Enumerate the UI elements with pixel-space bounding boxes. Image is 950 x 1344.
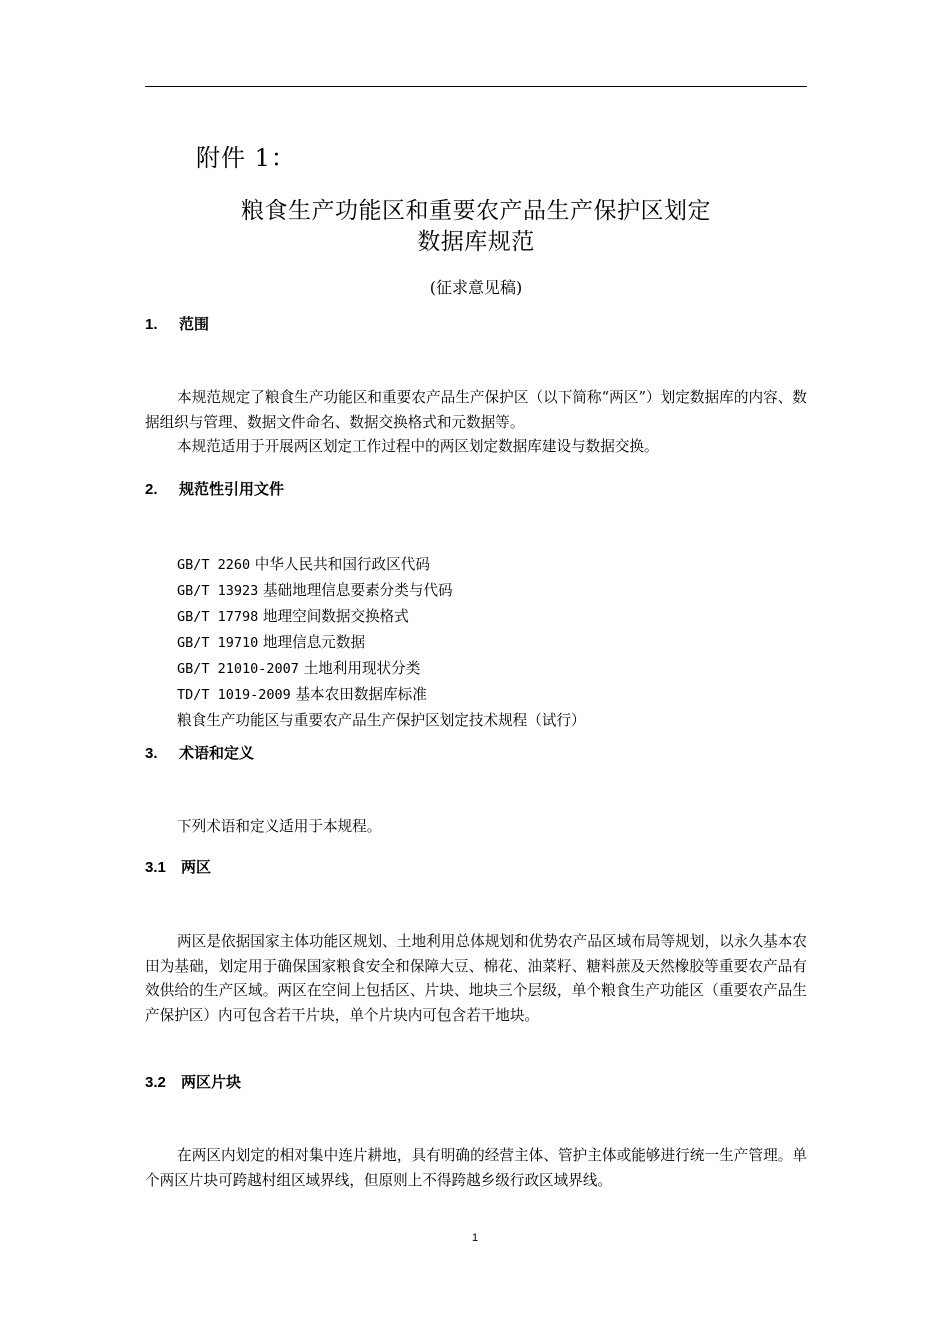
section-number: 3. bbox=[145, 745, 158, 762]
document-title bbox=[145, 196, 807, 258]
title-line-1: 粮食生产功能区和重要农产品生产保护区划定 bbox=[241, 198, 711, 224]
document-subtitle: (征求意见稿) bbox=[429, 278, 523, 297]
section-number: 1. bbox=[145, 316, 158, 333]
section-title: 范围 bbox=[179, 316, 210, 333]
section-heading-scope bbox=[145, 313, 209, 334]
reference-item: GB/T 19710 地理信息元数据 bbox=[177, 634, 366, 651]
reference-item: GB/T 2260 中华人民共和国行政区代码 bbox=[177, 556, 430, 573]
reference-item: GB/T 21010-2007 土地利用现状分类 bbox=[177, 660, 421, 677]
paragraph-terms-intro: 下列术语和定义适用于本规程。 bbox=[177, 818, 382, 835]
section-heading-references bbox=[145, 478, 284, 499]
section-heading-terms bbox=[145, 742, 254, 763]
reference-item: GB/T 17798 地理空间数据交换格式 bbox=[177, 608, 409, 625]
section-title: 两区片块 bbox=[181, 1074, 242, 1091]
paragraph-liangqu-definition: 两区是依据国家主体功能区规划、土地利用总体规划和优势农产品区域布局等规划，以永久基本农田为基础，划定用于确保国家粮食安全和保障大豆、棉花、油菜籽、糖料蔗及天然橡胶等重要农产品有效供给的生产区域。两区在空间上包括区、片块、地块三个层级，单个粮食生产功能区（重要农产品生产保护区）内可包含若干片块，单个片块内可包含若干地块。 bbox=[145, 933, 807, 1024]
title-line-2: 数据库规范 bbox=[417, 229, 535, 255]
section-heading-liangqu bbox=[145, 856, 211, 877]
paragraph-piankuai-definition: 在两区内划定的相对集中连片耕地，具有明确的经营主体、管护主体或能够进行统一生产管理。单个两区片块可跨越村组区域界线，但原则上不得跨越乡级行政区域界线。 bbox=[145, 1147, 807, 1189]
attachment-label: 附件 1： bbox=[196, 144, 296, 172]
reference-list bbox=[177, 552, 586, 733]
paragraph-scope-1: 本规范规定了粮食生产功能区和重要农产品生产保护区（以下简称“两区”）划定数据库的内容、数据组织与管理、数据文件命名、数据交换格式和元数据等。 bbox=[145, 389, 807, 431]
reference-item: GB/T 13923 基础地理信息要素分类与代码 bbox=[177, 582, 453, 599]
paragraph-scope-2: 本规范适用于开展两区划定工作过程中的两区划定数据库建设与数据交换。 bbox=[177, 438, 659, 455]
section-number: 3.2 bbox=[145, 1074, 166, 1091]
section-title: 术语和定义 bbox=[179, 745, 255, 762]
reference-item: TD/T 1019-2009 基本农田数据库标准 bbox=[177, 686, 427, 703]
section-number: 3.1 bbox=[145, 859, 166, 876]
section-title: 两区 bbox=[181, 859, 212, 876]
section-heading-piankuai bbox=[145, 1071, 241, 1092]
section-title: 规范性引用文件 bbox=[179, 481, 285, 498]
page-number: 1 bbox=[471, 1232, 479, 1244]
reference-item: 粮食生产功能区与重要农产品生产保护区划定技术规程（试行） bbox=[177, 712, 586, 729]
header-rule bbox=[145, 86, 807, 87]
section-number: 2. bbox=[145, 481, 158, 498]
